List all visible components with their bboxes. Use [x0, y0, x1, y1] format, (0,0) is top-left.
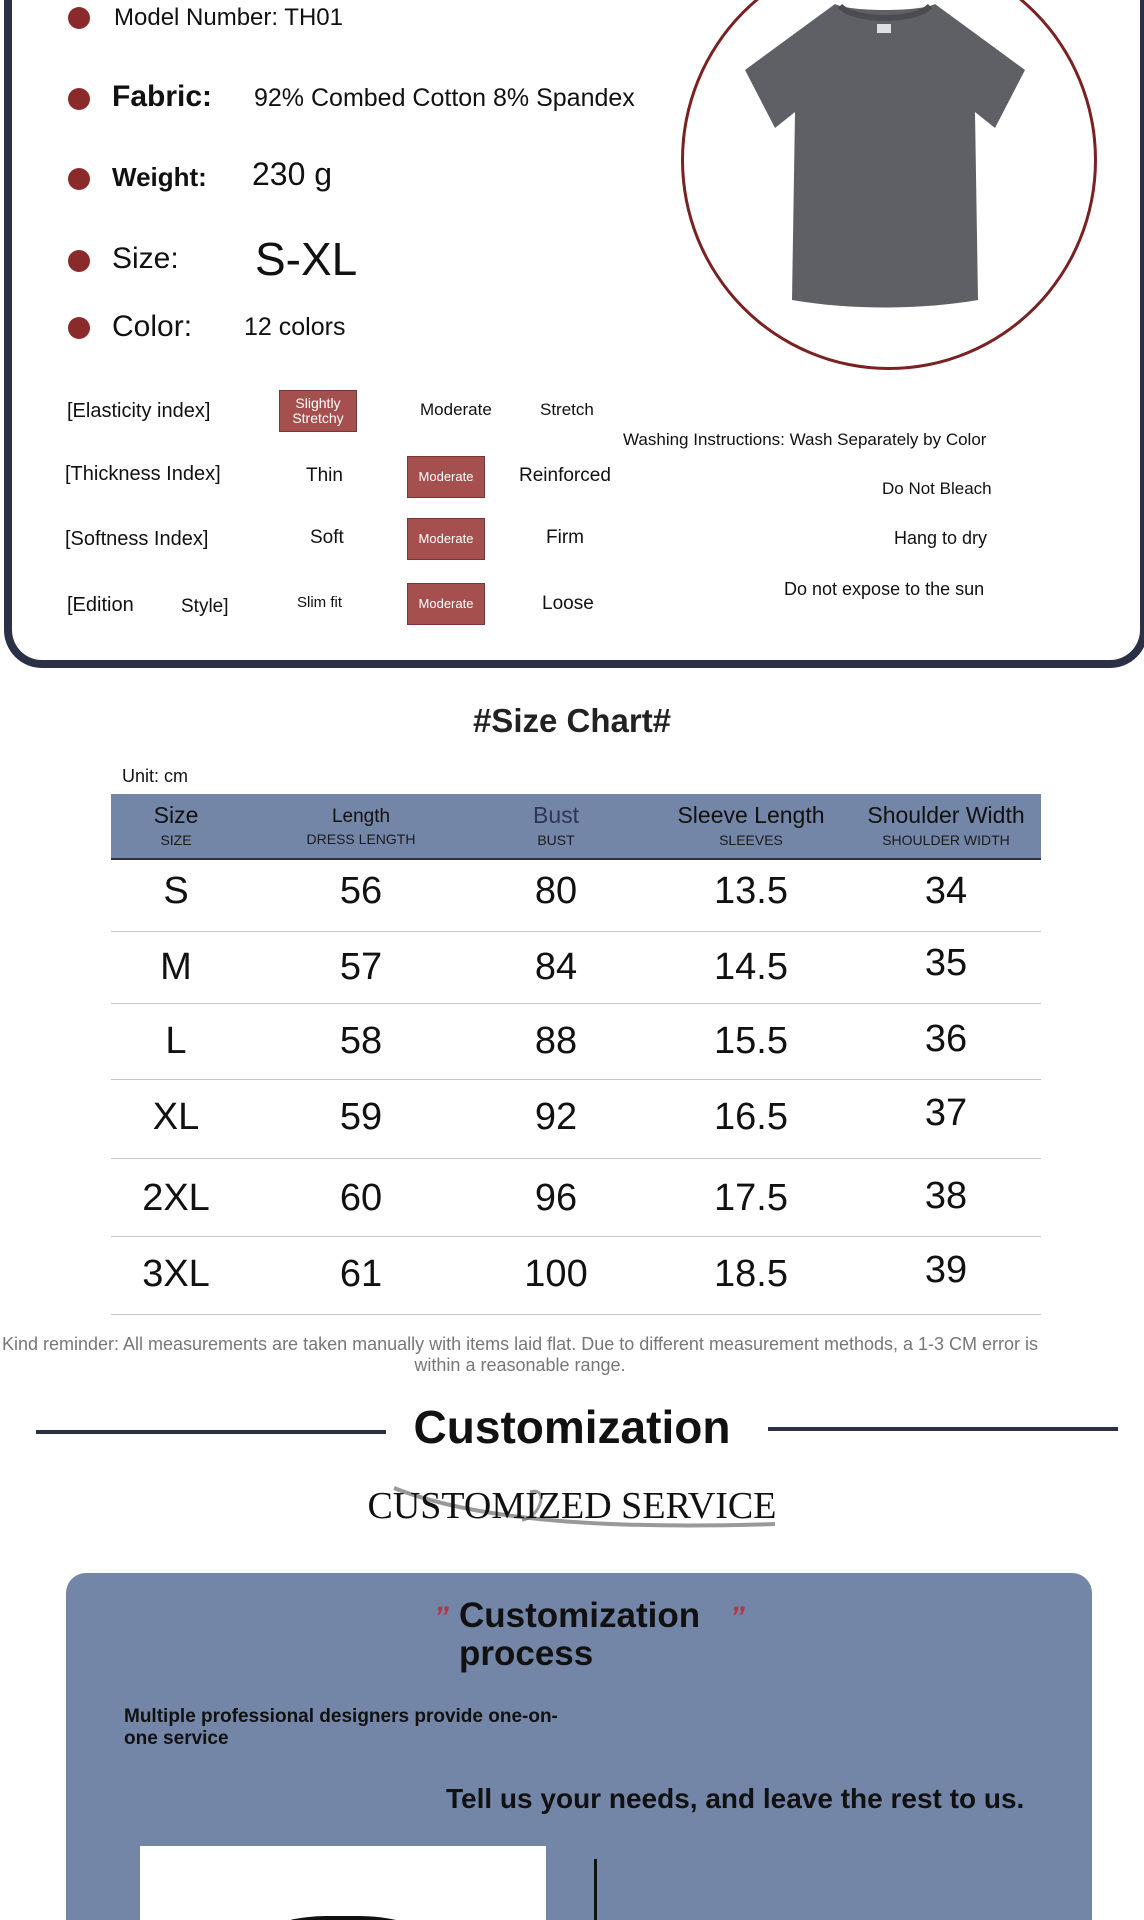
- sample-tshirt-image: [140, 1846, 546, 1920]
- edition-style-label-a: [Edition: [67, 594, 134, 616]
- cell-shoulder: 34: [924, 870, 968, 912]
- thickness-selected-badge: Moderate: [407, 456, 485, 498]
- cell-bust: 100: [524, 1253, 588, 1295]
- cell-bust: 96: [534, 1177, 578, 1219]
- cell-size: L: [165, 1020, 187, 1062]
- col-header-sub: SHOULDER WIDTH: [882, 832, 1010, 848]
- elasticity-index-label: [Elasticity index]: [67, 400, 211, 422]
- cell-bust: 84: [534, 946, 578, 988]
- col-header-sub: SIZE: [160, 832, 192, 848]
- tshirt-image: [740, 0, 1030, 310]
- process-description: Multiple professional designers provide one-on-one service: [124, 1706, 558, 1749]
- bullet-dot-icon: [68, 250, 90, 272]
- edition-selected-badge: Moderate: [407, 583, 485, 625]
- size-chart-title: #Size Chart#: [472, 702, 672, 739]
- measurement-reminder: Kind reminder: All measurements are taken manually with items laid flat. Due to different measurement methods, a 1-3 CM error is within a reasonable range.: [1, 1334, 1039, 1375]
- table-row: [111, 1159, 1041, 1237]
- cell-length: 56: [339, 870, 383, 912]
- cell-size: XL: [152, 1096, 200, 1138]
- quote-close-icon: ”: [730, 1601, 745, 1634]
- process-title-line-1: Customization: [459, 1596, 701, 1635]
- washing-hang-dry: Hang to dry: [894, 528, 988, 548]
- softness-index-label: [Softness Index]: [65, 528, 209, 550]
- weight-label: Weight:: [112, 162, 207, 192]
- cell-length: 60: [339, 1177, 383, 1219]
- washing-no-sun: Do not expose to the sun: [784, 579, 985, 599]
- color-value: 12 colors: [244, 313, 346, 341]
- model-number: Model Number: TH01: [114, 4, 343, 31]
- cell-shoulder: 35: [924, 942, 968, 984]
- col-header-length: [261, 794, 461, 860]
- cell-shoulder: 36: [924, 1018, 968, 1060]
- cell-size: 2XL: [142, 1177, 210, 1219]
- col-header-sub: BUST: [537, 832, 575, 848]
- col-header-main: Size: [153, 802, 199, 828]
- size-table-header: [111, 794, 1041, 860]
- thickness-index-label: [Thickness Index]: [65, 463, 221, 485]
- edition-option-slim-fit: Slim fit: [297, 594, 342, 611]
- table-row: [111, 1004, 1041, 1080]
- cell-sleeve: 15.5: [714, 1020, 788, 1062]
- elasticity-selected-badge: Slightly Stretchy: [279, 390, 357, 432]
- cell-sleeve: 14.5: [714, 946, 788, 988]
- col-header-main: Sleeve Length: [677, 802, 825, 828]
- fabric-label: Fabric:: [112, 80, 213, 113]
- softness-selected-badge: Moderate: [407, 518, 485, 560]
- bullet-dot-icon: [68, 168, 90, 190]
- col-header-sub: DRESS LENGTH: [306, 831, 416, 847]
- elasticity-option-moderate: Moderate: [420, 400, 492, 419]
- cell-bust: 80: [534, 870, 578, 912]
- customization-title: Customization: [413, 1401, 731, 1453]
- size-value: S-XL: [255, 233, 358, 285]
- cell-length: 58: [339, 1020, 383, 1062]
- col-header-sub: SLEEVES: [719, 832, 783, 848]
- edition-style-label-b: Style]: [181, 596, 229, 617]
- cell-bust: 92: [534, 1096, 578, 1138]
- customized-service-subtitle: CUSTOMIZED SERVICE: [367, 1485, 777, 1527]
- thickness-option-reinforced: Reinforced: [519, 465, 611, 486]
- cell-length: 61: [339, 1253, 383, 1295]
- table-row: [111, 932, 1041, 1004]
- cell-length: 59: [339, 1096, 383, 1138]
- process-tagline: Tell us your needs, and leave the rest to us.: [446, 1783, 1025, 1814]
- cell-size: S: [163, 870, 189, 912]
- cell-length: 57: [339, 946, 383, 988]
- cell-size: 3XL: [142, 1253, 210, 1295]
- col-header-shoulder-width: [846, 794, 1046, 860]
- customization-process-card: [66, 1573, 1092, 1920]
- cell-bust: 88: [534, 1020, 578, 1062]
- table-row: [111, 1080, 1041, 1159]
- bullet-dot-icon: [68, 317, 90, 339]
- edition-option-loose: Loose: [542, 593, 594, 614]
- softness-option-firm: Firm: [546, 527, 584, 548]
- thickness-option-thin: Thin: [306, 465, 343, 486]
- cell-sleeve: 17.5: [714, 1177, 788, 1219]
- cell-sleeve: 13.5: [714, 870, 788, 912]
- col-header-size: [111, 794, 241, 860]
- divider-vertical: [594, 1859, 597, 1920]
- cell-size: M: [160, 946, 192, 988]
- softness-option-soft: Soft: [310, 527, 344, 548]
- process-title-line-2: process: [459, 1634, 594, 1673]
- col-header-main: Shoulder Width: [867, 802, 1025, 828]
- cell-sleeve: 18.5: [714, 1253, 788, 1295]
- black-tshirt-icon: [140, 1846, 546, 1920]
- size-table: [111, 794, 1041, 1315]
- bullet-dot-icon: [68, 88, 90, 110]
- cell-shoulder: 37: [924, 1092, 968, 1134]
- quote-open-icon: ”: [434, 1601, 449, 1634]
- table-row: [111, 1237, 1041, 1315]
- col-header-sleeve-length: [651, 794, 851, 860]
- size-chart-unit: Unit: cm: [122, 766, 189, 786]
- table-row: [111, 860, 1041, 932]
- elasticity-option-stretch: Stretch: [540, 400, 594, 419]
- cell-sleeve: 16.5: [714, 1096, 788, 1138]
- col-header-main: Length: [331, 806, 391, 827]
- process-title: [459, 1597, 700, 1673]
- size-label: Size:: [112, 242, 179, 275]
- washing-no-bleach: Do Not Bleach: [882, 479, 992, 498]
- cell-shoulder: 39: [924, 1249, 968, 1291]
- col-header-bust: [481, 794, 631, 860]
- washing-instructions: Washing Instructions: Wash Separately by Color: [623, 430, 987, 449]
- col-header-main: Bust: [532, 802, 580, 828]
- bullet-dot-icon: [68, 7, 90, 29]
- weight-value: 230 g: [252, 156, 333, 192]
- color-label: Color:: [112, 310, 193, 343]
- fabric-value: 92% Combed Cotton 8% Spandex: [254, 84, 635, 112]
- cell-shoulder: 38: [924, 1175, 968, 1217]
